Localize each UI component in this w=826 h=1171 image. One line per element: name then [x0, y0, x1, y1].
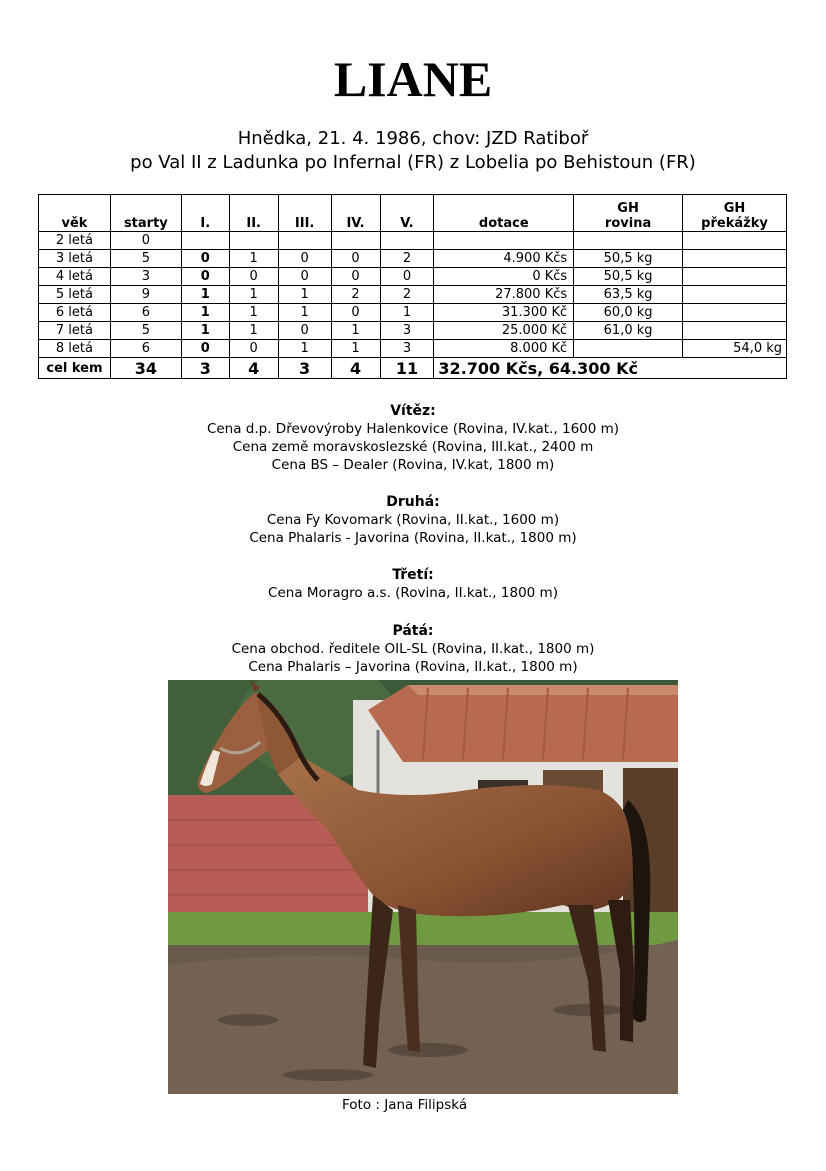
cell-p3	[278, 232, 331, 250]
header-prize: dotace	[434, 195, 574, 232]
cell-p5: 2	[380, 286, 434, 304]
race-item: Cena Phalaris - Javorina (Rovina, II.kat., 1800 m)	[249, 530, 577, 546]
cell-p4: 1	[331, 340, 380, 358]
total-starts: 34	[110, 358, 181, 379]
cell-p1: 0	[181, 268, 229, 286]
cell-prize: 0 Kčs	[434, 268, 574, 286]
cell-p4: 0	[331, 250, 380, 268]
header-place-4: IV.	[331, 195, 380, 232]
total-p2: 4	[229, 358, 278, 379]
cell-prize: 8.000 Kč	[434, 340, 574, 358]
cell-gh-flat	[574, 340, 683, 358]
cell-p2: 1	[229, 304, 278, 322]
header-place-5: V.	[380, 195, 434, 232]
cell-gh-jump	[683, 250, 787, 268]
cell-age: 6 letá	[39, 304, 111, 322]
cell-starts: 5	[110, 322, 181, 340]
cell-gh-jump	[683, 322, 787, 340]
race-item: Cena BS – Dealer (Rovina, IV.kat, 1800 m)	[271, 457, 555, 473]
cell-p2: 0	[229, 340, 278, 358]
cell-p2: 1	[229, 250, 278, 268]
cell-starts: 5	[110, 250, 181, 268]
cell-p2: 1	[229, 322, 278, 340]
table-header-row	[39, 195, 787, 232]
cell-gh-flat: 60,0 kg	[574, 304, 683, 322]
cell-p3: 1	[278, 304, 331, 322]
total-p5: 11	[380, 358, 434, 379]
cell-p4: 1	[331, 322, 380, 340]
section-second	[0, 493, 826, 547]
cell-p1: 0	[181, 250, 229, 268]
cell-prize: 27.800 Kčs	[434, 286, 574, 304]
cell-p1: 1	[181, 304, 229, 322]
cell-p3: 1	[278, 286, 331, 304]
cell-prize: 25.000 Kč	[434, 322, 574, 340]
cell-age: 4 letá	[39, 268, 111, 286]
header-age: věk	[39, 195, 111, 232]
race-item: Cena země moravskoslezské (Rovina, III.kat., 2400 m	[232, 439, 594, 455]
table-total-row	[39, 358, 787, 379]
header-place-1: I.	[181, 195, 229, 232]
table-row	[39, 340, 787, 358]
cell-p5: 0	[380, 268, 434, 286]
table-row	[39, 304, 787, 322]
race-item: Cena Phalaris – Javorina (Rovina, II.kat., 1800 m)	[248, 659, 578, 675]
section-third	[0, 566, 826, 602]
header-gh-flat: GH rovina	[574, 195, 683, 232]
section-heading: Druhá:	[386, 494, 440, 510]
cell-age: 2 letá	[39, 232, 111, 250]
cell-starts: 3	[110, 268, 181, 286]
cell-p4: 2	[331, 286, 380, 304]
cell-p3: 0	[278, 250, 331, 268]
total-p4: 4	[331, 358, 380, 379]
table-row	[39, 322, 787, 340]
cell-age: 7 letá	[39, 322, 111, 340]
header-gh-jump: GH překážky	[683, 195, 787, 232]
cell-age: 3 letá	[39, 250, 111, 268]
header-place-2: II.	[229, 195, 278, 232]
race-item: Cena obchod. ředitele OIL-SL (Rovina, II.kat., 1800 m)	[231, 641, 595, 657]
cell-p3: 0	[278, 268, 331, 286]
total-prize: 32.700 Kčs, 64.300 Kč	[434, 358, 787, 379]
cell-gh-jump	[683, 286, 787, 304]
cell-p5: 3	[380, 322, 434, 340]
cell-gh-flat: 50,5 kg	[574, 268, 683, 286]
total-p3: 3	[278, 358, 331, 379]
section-fifth	[0, 622, 826, 676]
table-row	[39, 232, 787, 250]
cell-prize: 31.300 Kč	[434, 304, 574, 322]
header-place-3: III.	[278, 195, 331, 232]
section-heading: Vítěz:	[390, 403, 436, 419]
race-item: Cena Fy Kovomark (Rovina, II.kat., 1600 m)	[266, 512, 560, 528]
cell-p1: 1	[181, 322, 229, 340]
cell-gh-jump	[683, 268, 787, 286]
table-row	[39, 250, 787, 268]
cell-p2	[229, 232, 278, 250]
cell-prize: 4.900 Kčs	[434, 250, 574, 268]
cell-p4	[331, 232, 380, 250]
cell-p4: 0	[331, 268, 380, 286]
photo-caption: Foto : Jana Filipská	[342, 1097, 468, 1113]
total-p1: 3	[181, 358, 229, 379]
table-row	[39, 268, 787, 286]
subtitle-pedigree: po Val II z Ladunka po Infernal (FR) z Lobelia po Behistoun (FR)	[130, 152, 696, 173]
cell-gh-jump	[683, 304, 787, 322]
race-item: Cena Moragro a.s. (Rovina, II.kat., 1800 m)	[268, 585, 558, 601]
cell-p3: 0	[278, 322, 331, 340]
section-heading: Pátá:	[392, 623, 434, 639]
race-stats-table	[38, 194, 787, 379]
cell-age: 5 letá	[39, 286, 111, 304]
cell-prize	[434, 232, 574, 250]
table-row	[39, 286, 787, 304]
cell-p2: 0	[229, 268, 278, 286]
horse-photo	[168, 680, 678, 1094]
cell-p3: 1	[278, 340, 331, 358]
cell-starts: 6	[110, 340, 181, 358]
section-winner	[0, 402, 826, 474]
cell-p5: 2	[380, 250, 434, 268]
cell-p1: 1	[181, 286, 229, 304]
cell-gh-flat: 50,5 kg	[574, 250, 683, 268]
cell-gh-flat: 63,5 kg	[574, 286, 683, 304]
cell-p4: 0	[331, 304, 380, 322]
cell-gh-flat	[574, 232, 683, 250]
cell-starts: 9	[110, 286, 181, 304]
cell-age: 8 letá	[39, 340, 111, 358]
section-heading: Třetí:	[392, 567, 434, 583]
cell-p2: 1	[229, 286, 278, 304]
cell-gh-flat: 61,0 kg	[574, 322, 683, 340]
race-item: Cena d.p. Dřevovýroby Halenkovice (Rovina, IV.kat., 1600 m)	[206, 421, 620, 437]
cell-p5: 1	[380, 304, 434, 322]
cell-p5	[380, 232, 434, 250]
cell-starts: 6	[110, 304, 181, 322]
cell-p1	[181, 232, 229, 250]
cell-gh-jump: 54,0 kg	[683, 340, 787, 358]
total-label: cel kem	[39, 358, 111, 379]
cell-p5: 3	[380, 340, 434, 358]
cell-p1: 0	[181, 340, 229, 358]
cell-gh-jump	[683, 232, 787, 250]
subtitle-birth: Hnědka, 21. 4. 1986, chov: JZD Ratiboř	[237, 128, 589, 149]
cell-starts: 0	[110, 232, 181, 250]
page-title: LIANE	[333, 51, 493, 107]
header-starts: starty	[110, 195, 181, 232]
